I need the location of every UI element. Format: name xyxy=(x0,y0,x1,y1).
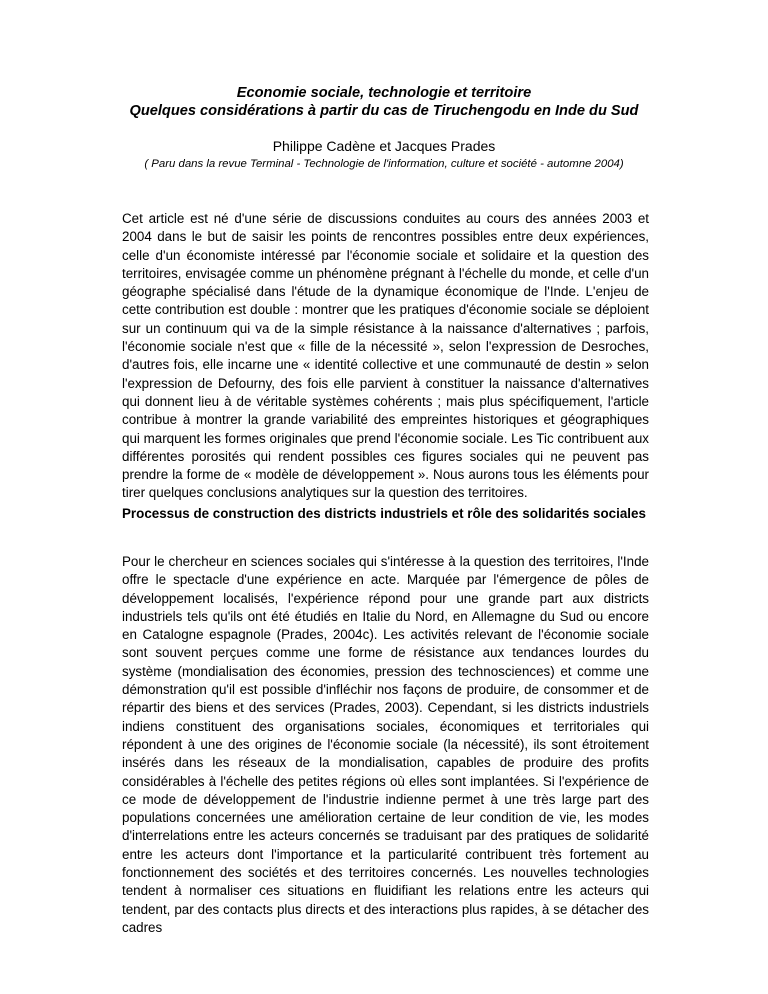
publication-note: ( Paru dans la revue Terminal - Technologie de l'information, culture et société - automne 2004) xyxy=(144,158,624,170)
authors: Philippe Cadène et Jacques Prades xyxy=(272,138,496,154)
intro-paragraph-block xyxy=(122,210,649,503)
section-paragraph-block xyxy=(122,553,649,937)
title-line-1: Economie sociale, technologie et territoire xyxy=(236,85,532,101)
paragraph-2: Pour le chercheur en sciences sociales qui s'intéresse à la question des territoires, l'Inde offre le spectacle d'une expérience en acte. Marquée par l'émergence de pôles de développement localisés, l'expérience répond pour une grande part aux districts industriels tels qu'ils ont été étudiés en Italie du Nord, en Allemagne du Sud ou encore en Catalogne espagnole (Prades, 2004c). Les activités relevant de l'économie sociale sont souvent perçues comme une forme de résistance aux tendances lourdes du système (mondialisation des économies, pression des technosciences) et comme une démonstration qu'il est possible d'infléchir nos façons de produire, de consommer et de répartir des biens et des services (Prades, 2003). Cependant, si les districts industriels indiens constituent des organisations sociales, économiques et territoriales qui répondent à une des origines de l'économie sociale (la nécessité), ils sont étroitement insérés dans les réseaux de la mondialisation, capables de produire des profits considérables à l'échelle des petites régions où elles sont implantées. Si l'expérience de ce mode de développement de l'industrie indienne permet à une très large part des populations concernées une amélioration certaine de leur condition de vie, les modes d'interrelations entre les acteurs concernés se traduisant par des pratiques de solidarité entre les acteurs dont l'importance et la particularité contribuent très fortement au fonctionnement des sociétés et des territoires concernés. Les nouvelles technologies tendent à normaliser ces situations en fluidifiant les relations entre les acteurs qui tendent, par des contacts plus directs et des interactions plus rapides, à se détacher des cadres xyxy=(122,554,649,935)
title-line-2: Quelques considérations à partir du cas de Tiruchengodu en Inde du Sud xyxy=(129,103,639,119)
paragraph-1: Cet article est né d'une série de discussions conduites au cours des années 2003 et 2004 dans le but de saisir les points de rencontres possibles entre deux expériences, celle d'un économiste intéressé par l'économie sociale et solidaire et la question des territoires, envisagée comme un phénomène prégnant à l'échelle du monde, et celle d'un géographe spécialisé dans l'étude de la dynamique économique de l'Inde. L'enjeu de cette contribution est double : montrer que les pratiques d'économie sociale se déploient sur un continuum qui va de la simple résistance à la naissance d'alternatives ; parfois, l'économie sociale n'est que « fille de la nécessité », selon l'expression de Desroches, d'autres fois, elle incarne une « identité collective et une communauté de destin » selon l'expression de Defourny, des fois elle parvient à constituer la naissance d'alternatives qui donnent lieu à de véritable systèmes cohérents ; mais plus spécifiquement, l'article contribue à montrer la grande variabilité des empreintes historiques et géographiques qui marquent les formes originales que prend l'économie sociale. Les Tic contribuent aux différentes porosités qui rendent possibles ces figures sociales qui ne peuvent pas prendre la forme de « modèle de développement ». Nous aurons tous les éléments pour tirer quelques conclusions analytiques sur la question des territoires. xyxy=(122,211,649,501)
section-heading: Processus de construction des districts industriels et rôle des solidarités sociales xyxy=(122,506,646,521)
